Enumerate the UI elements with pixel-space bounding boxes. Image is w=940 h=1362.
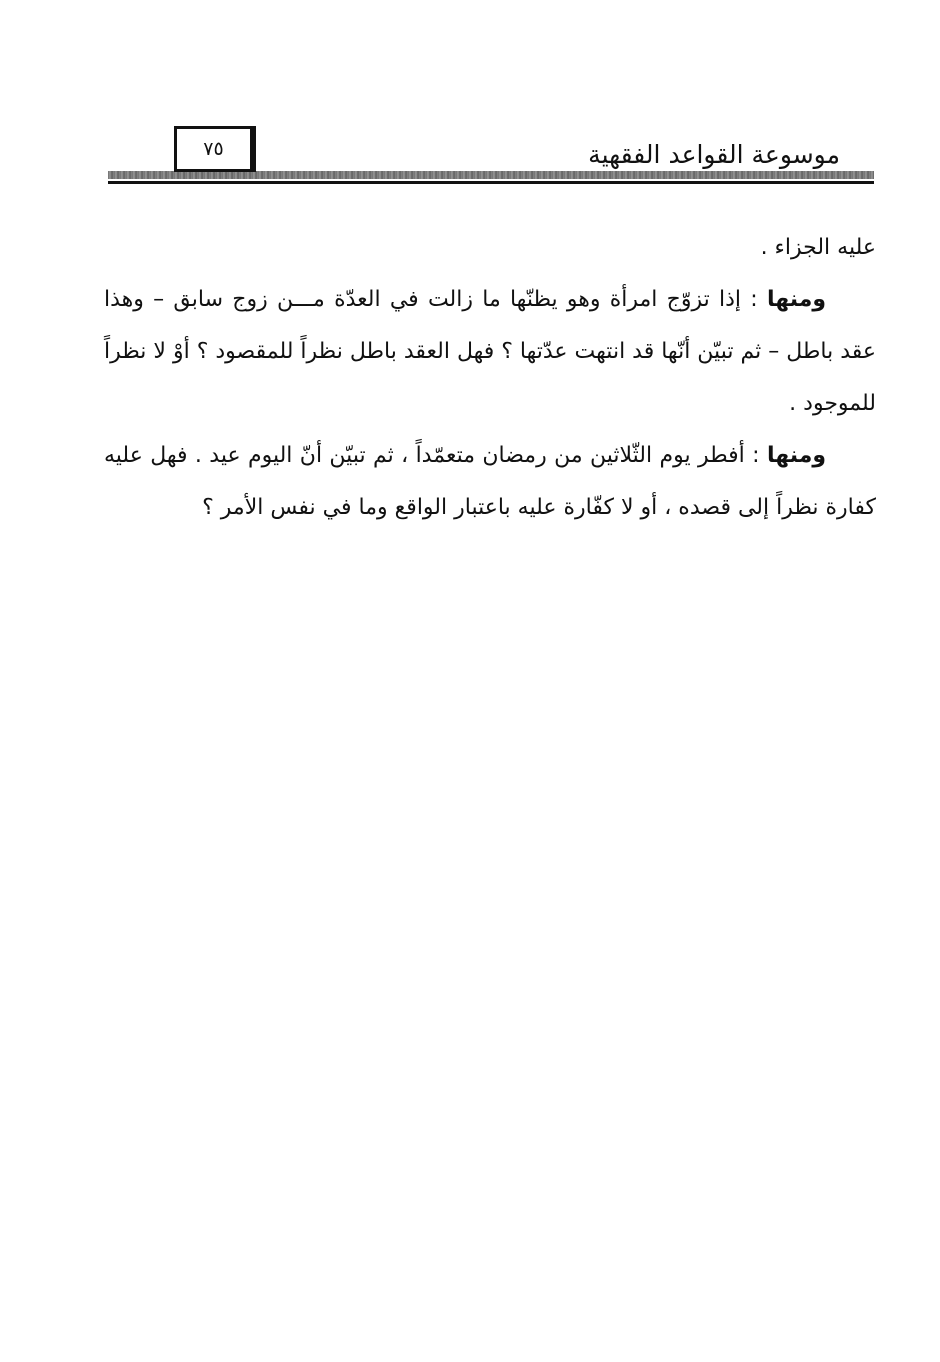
book-title: موسوعة القواعد الفقهية (588, 140, 840, 169)
header-rule-thin (108, 181, 874, 184)
page-number-box (174, 126, 256, 172)
paragraph-2-text: : إذا تزوّج امرأة وهو يظنّها ما زالت في العدّة مـــن زوج سابق – وهذا عقد باطل – ثم تبيّن أنّها قد انتهت عدّتها ؟ فهل العقد باطل نظراً للمقصود ؟ أوْ لا نظراً للموجود . (104, 287, 876, 416)
page-header (108, 126, 874, 186)
paragraph-3-text: : أفطر يوم الثّلاثين من رمضان متعمّداً ، ثم تبيّن أنّ اليوم عيد . فهل عليه كفارة نظراً إلى قصده ، أو لا كفّارة عليه باعتبار الواقع وما في نفس الأمر ؟ (104, 443, 876, 520)
page-number: ٧٥ (203, 138, 224, 160)
paragraph-3 (104, 430, 876, 534)
paragraph-1: عليه الجزاء . (760, 235, 876, 260)
header-rule-thick (108, 171, 874, 179)
paragraph-2-keyword: ومنها (766, 287, 826, 312)
paragraph-3-keyword: ومنها (766, 443, 826, 468)
paragraph-2 (104, 274, 876, 430)
page-body (104, 222, 876, 534)
